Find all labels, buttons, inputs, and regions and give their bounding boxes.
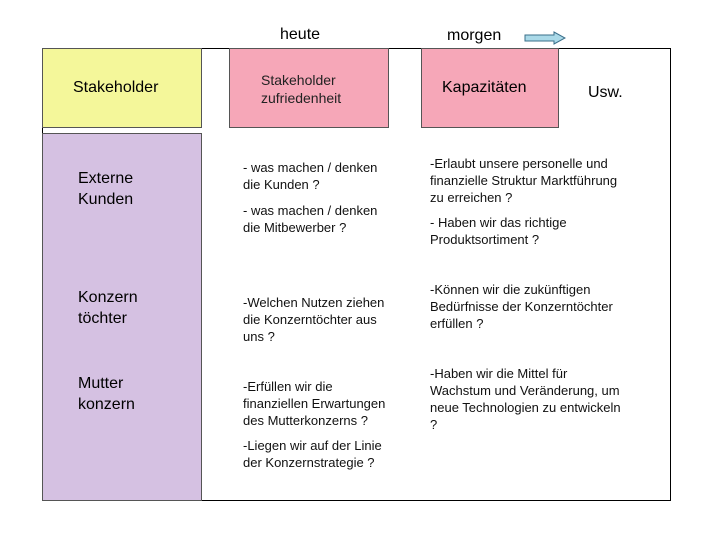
external-tomorrow-item-1: -Erlaubt unsere personelle und finanzielle Struktur Marktführung zu erreichen ? xyxy=(430,156,618,205)
row-label-parent: Mutter konzern xyxy=(78,375,135,413)
capacities-header-box xyxy=(421,48,559,128)
stakeholder-header-box xyxy=(42,48,202,128)
header-tomorrow: morgen xyxy=(447,27,502,44)
subsidiaries-today-item-1: -Welchen Nutzen ziehen die Konzerntöchter aus uns ? xyxy=(243,295,385,344)
right-arrow-icon xyxy=(524,31,566,45)
external-today-item-2: - was machen / denken die Mitbewerber ? xyxy=(243,203,378,235)
capacities-label: Kapazitäten xyxy=(442,79,527,96)
satisfaction-label-line1: Stakeholder xyxy=(261,72,336,88)
satisfaction-label-line2: zufriedenheit xyxy=(261,90,342,106)
parent-today-item-1: -Erfüllen wir die finanziellen Erwartungen des Mutterkonzerns ? xyxy=(243,379,386,428)
parent-tomorrow-item-1: -Haben wir die Mittel für Wachstum und Veränderung, um neue Technologien zu entwickeln ? xyxy=(430,366,621,432)
header-today: heute xyxy=(280,26,321,43)
stakeholder-label: Stakeholder xyxy=(73,79,159,96)
external-today-item-1: - was machen / denken die Kunden ? xyxy=(243,160,378,192)
external-tomorrow-item-2: - Haben wir das richtige Produktsortiment ? xyxy=(430,215,567,247)
row-label-subsidiaries: Konzern töchter xyxy=(78,289,138,327)
parent-today-item-2: -Liegen wir auf der Linie der Konzernstrategie ? xyxy=(243,438,382,470)
satisfaction-header-box xyxy=(229,48,389,128)
subsidiaries-tomorrow-item-1: -Können wir die zukünftigen Bedürfnisse der Konzerntöchter erfüllen ? xyxy=(430,282,613,331)
row-label-external: Externe Kunden xyxy=(78,170,134,208)
etc-label: Usw. xyxy=(588,84,623,101)
